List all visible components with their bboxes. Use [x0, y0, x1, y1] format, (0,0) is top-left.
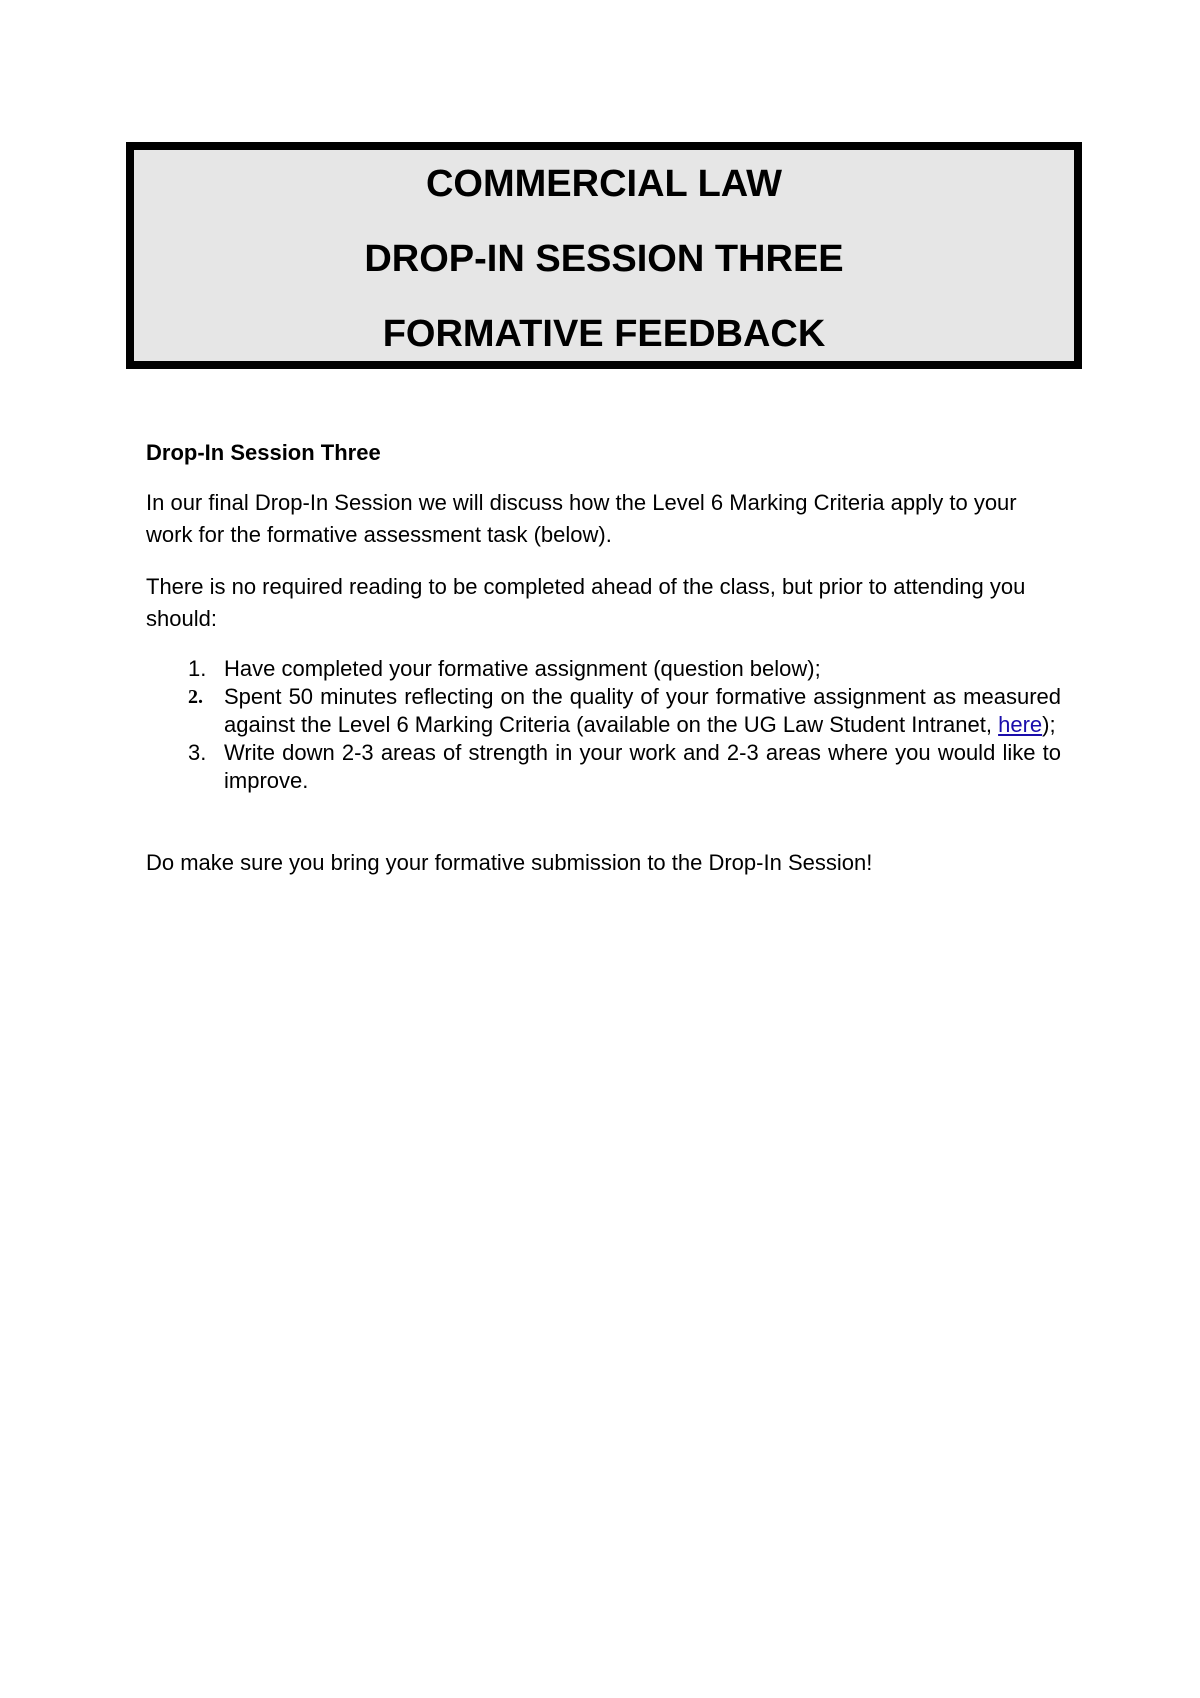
list-number: 2. — [188, 686, 203, 708]
list-number: 1. — [188, 656, 207, 681]
title-commercial-law: COMMERCIAL LAW — [425, 163, 783, 205]
document-body — [146, 437, 1061, 901]
list-item-text-suffix: ); — [1042, 712, 1056, 737]
list-item — [146, 683, 1061, 739]
list-item-text: Have completed your formative assignment (question below); — [224, 656, 821, 681]
intranet-link[interactable]: here — [998, 712, 1043, 737]
closing-paragraph: Do make sure you bring your formative submission to the Drop-In Session! — [146, 850, 873, 875]
title-formative-feedback: FORMATIVE FEEDBACK — [382, 313, 826, 355]
intro-paragraph: In our final Drop-In Session we will discuss how the Level 6 Marking Criteria apply to your work for the formative assessment task (below). — [146, 490, 1017, 547]
title-drop-in-session: DROP-IN SESSION THREE — [364, 238, 844, 280]
title-box — [126, 142, 1082, 369]
list-item — [146, 655, 1061, 683]
list-item-text: Spent 50 minutes reflecting on the quality of your formative assignment as measured against the Level 6 Marking Criteria (available on the UG Law Student Intranet, — [224, 684, 1061, 737]
section-heading: Drop-In Session Three — [146, 440, 381, 465]
list-item — [146, 739, 1061, 795]
preparation-list — [146, 655, 1061, 795]
list-number: 3. — [188, 740, 207, 765]
preparation-paragraph: There is no required reading to be completed ahead of the class, but prior to attending you should: — [146, 574, 1026, 631]
list-item-text: Write down 2-3 areas of strength in your work and 2-3 areas where you would like to improve. — [224, 740, 1061, 793]
